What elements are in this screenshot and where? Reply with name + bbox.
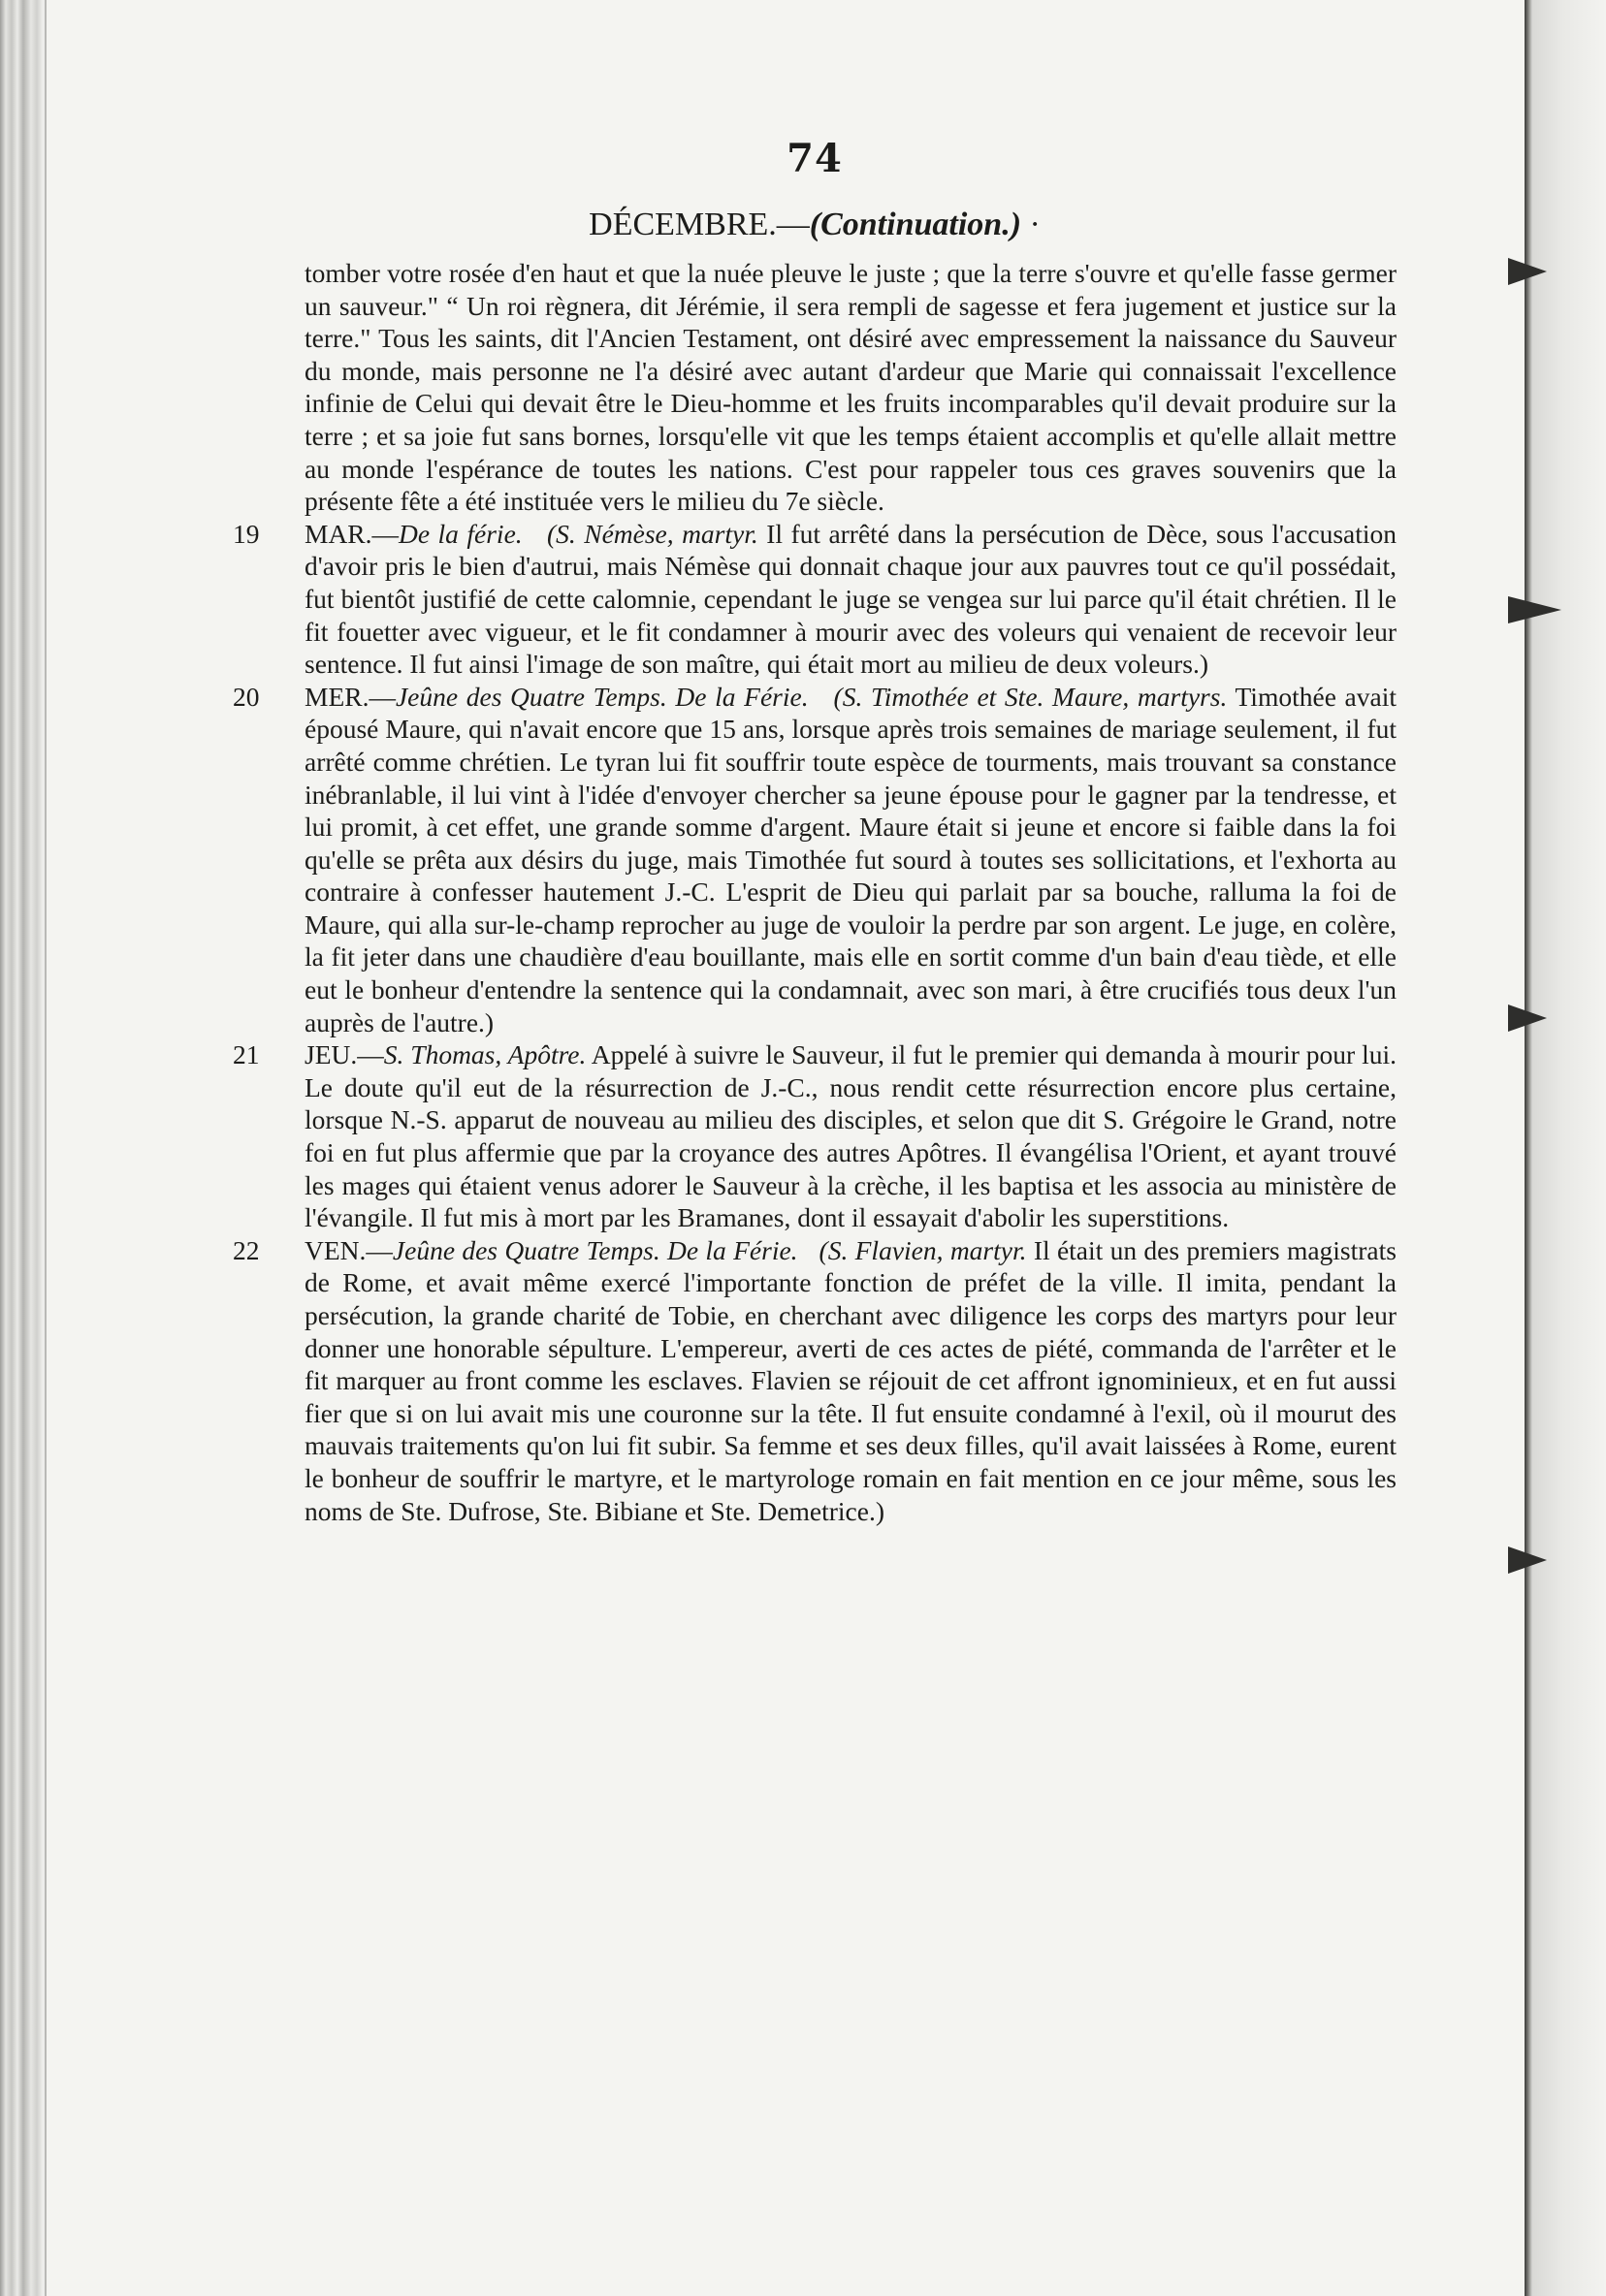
entry-day: 22 — [233, 1234, 260, 1265]
entry-day: 21 — [233, 1039, 260, 1070]
intro-paragraph: tomber votre rosée d'en haut et que la nuée pleuve le juste ; que la terre s'ouvre et qu'elle fasse germer un sauveur." “ Un roi règnera, dit Jérémie, il sera rempli de sagesse et fera jugement et justice sur la terre." Tous les saints, dit l'Ancien Testament, ont désiré avec empressement la naissance du Sauveur du monde, mais personne ne l'a désiré avec autant d'ardeur que Marie qui connaissait l'excellence infinie de Celui qui devait être le Dieu-homme et les fruits incomparables qu'il devait produire sur la terre ; et sa joie fut sans bornes, lorsqu'elle vit que les temps étaient accomplis et qu'elle allait mettre au monde l'espérance de toutes les nations. C'est pour rappeler tous ces graves souvenirs que la présente fête a été instituée vers le milieu du 7e siècle. — [305, 258, 1397, 517]
entry-day: 19 — [233, 518, 260, 549]
entry-abbr: MER.— — [305, 681, 396, 712]
entry-19 — [233, 518, 1397, 681]
page-number: 74 — [787, 136, 843, 181]
entry-text: Appelé à suivre le Sauveur, il fut le premier qui demanda à mourir pour lui. Le doute qu'il eut de la résurrection de J.-C., nous rendit cette résurrection encore plus certaine, lorsque N.-S. apparut de nouveau au milieu des disciples, et selon que dit S. Grégoire le Grand, notre foi en fut plus affermie que par la croyance des autres Apôtres. Il évangélisa l'Orient, et ayant trouvé les mages qui étaient venus adorer le Sauveur à la crèche, il les baptisa et les associa au ministère de l'évangile. Il fut mis à mort par les Bramanes, dont il essayait d'abolir les superstitions. — [305, 1039, 1397, 1233]
entry-saint: (S. Flavien, martyr. — [819, 1234, 1027, 1265]
heading-continuation: (Continuation.) — [809, 207, 1022, 242]
binding-edge — [1525, 0, 1606, 2296]
entry-office: Jeûne des Quatre Temps. De la Férie. — [395, 681, 809, 712]
page-heading — [233, 207, 1397, 243]
heading-month: DÉCEMBRE.— — [589, 207, 810, 242]
entry-day: 20 — [233, 681, 260, 712]
binding-stitch — [1508, 1004, 1547, 1032]
binding-stitch — [1508, 1547, 1547, 1574]
entry-office: Jeûne des Quatre Temps. De la Férie. — [392, 1234, 798, 1265]
entry-20 — [233, 681, 1397, 1039]
heading-tail: · — [1021, 207, 1041, 242]
entry-saint: (S. Timothée et Ste. Maure, martyrs. — [833, 681, 1228, 712]
entry-abbr: MAR.— — [305, 518, 400, 549]
entry-abbr: VEN.— — [305, 1234, 393, 1265]
page-stack-edge — [0, 0, 43, 2296]
entry-text: Il fut arrêté dans la persécution de Dèce, sous l'accusation d'avoir pris le bien d'autrui, mais Némèse qui donnait chaque jour aux pauvres tout ce qu'il possédait, fut bientôt justifié de cette calomnie, cependant le juge se vengea sur lui parce qu'il était chrétien. Il le fit fouetter avec vigueur, et le fit condamner à mourir avec des voleurs qui venaient de recevoir leur sentence. Il fut ainsi l'image de son maître, qui était mort au milieu de deux voleurs.) — [305, 518, 1397, 680]
entry-abbr: JEU.— — [305, 1039, 384, 1070]
entry-saint: S. Thomas, Apôtre. — [383, 1039, 587, 1070]
entry-text: Timothée avait épousé Maure, qui n'avait encore que 15 ans, lorsque après trois semaines de mariage seulement, il fut arrêté comme chrétien. Le tyran lui fit souffrir toute espèce de tourments, mais trouvant sa constance inébranlable, il lui vint à l'idée d'envoyer chercher sa jeune épouse pour le gagner par la tendresse, et lui promit, à cet effet, une grande somme d'argent. Maure était si jeune et encore si faible dans la foi qu'elle se prêta aux désirs du juge, mais Timothée fut sourd à toutes ses sollicitations, et l'exhorta au contraire à confesser hautement J.-C. L'esprit de Dieu qui parlait par sa bouche, ralluma la foi de Maure, qui alla sur-le-champ reprocher au juge de vouloir la perdre par son argent. Le juge, en colère, la fit jeter dans une chaudière d'eau bouillante, mais elle en sortit comme d'un bain d'eau tiède, et elle eut le bonheur d'entendre la sentence qui la condamnait, avec son mari, à être crucifiés tous deux l'un auprès de l'autre.) — [305, 681, 1397, 1037]
binding-stitch — [1508, 596, 1561, 623]
entry-21 — [233, 1038, 1397, 1234]
binding-stitch — [1508, 258, 1547, 285]
entry-office: De la férie. — [399, 518, 523, 549]
entry-text: Il était un des premiers magistrats de Rome, et avait même exercé l'importante fonction de préfet de la ville. Il imita, pendant la persécution, la grande charité de Tobie, en cherchant avec diligence les corps des martyrs pour leur donner une honorable sépulture. L'empereur, averti de ces actes de piété, commanda de l'arrêter et le fit marquer au front comme les esclaves. Flavien se réjouit de cet affront ignominieux, et en fut aussi fier que si on lui avait mis une couronne sur la tête. Il fut ensuite condamné à l'exil, où il mourut des mauvais traitements qu'on lui fit subir. Sa femme et ses deux filles, qu'il avait laissées à Rome, eurent le bonheur de souffrir le martyre, et le martyrologe romain en fait mention en ce jour même, sous les noms de Ste. Dufrose, Ste. Bibiane et Ste. Demetrice.) — [305, 1234, 1397, 1526]
entry-saint: (S. Némèse, martyr. — [547, 518, 758, 549]
entry-22 — [233, 1234, 1397, 1527]
page-content — [233, 136, 1397, 1527]
